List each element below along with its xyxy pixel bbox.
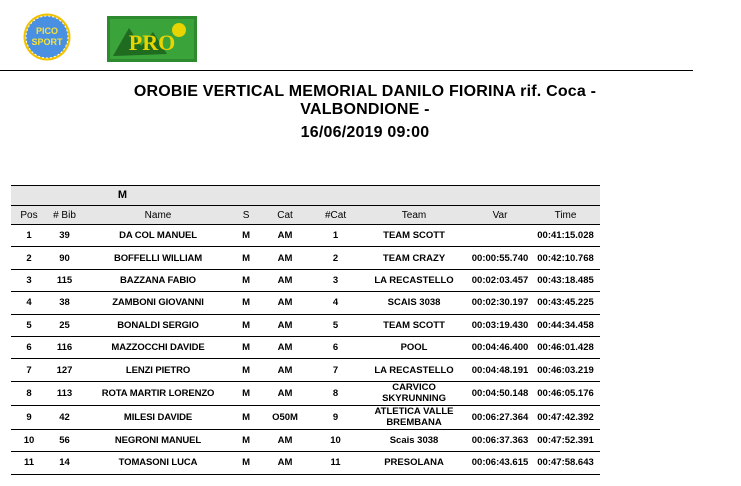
cell-cat: AM [277,387,293,399]
cell-var: 00:06:43.615 [471,457,529,469]
col-header-cat: Cat [258,206,312,225]
cell-pos: 6 [26,342,32,354]
cell-var: 00:06:37.363 [471,434,529,446]
table-row [11,429,600,451]
cell-team: PRESOLANA [384,457,444,469]
cell-sex: M [242,387,250,399]
pico-logo-line1: PICO [35,26,59,36]
cell-var: 00:03:19.430 [471,319,529,331]
cell-sex: M [242,252,250,264]
cell-time: 00:47:42.392 [537,411,594,423]
cell-pos: 10 [23,434,35,446]
table-row [11,336,600,358]
cell-time: 00:46:01.428 [537,342,594,354]
cell-catpos: 5 [332,319,339,331]
cell-name: ZAMBONI GIOVANNI [112,297,204,309]
cell-time: 00:47:58.643 [537,457,594,469]
cell-var: 00:02:03.457 [471,274,529,286]
cell-team: Scais 3038 [389,434,439,446]
group-label: M [11,186,234,206]
cell-time: 00:46:05.176 [537,387,594,399]
cell-cat: AM [277,252,293,264]
cell-cat: AM [277,274,293,286]
cell-sex: M [242,434,250,446]
cell-time: 00:42:10.768 [537,252,594,264]
cell-cat: AM [277,319,293,331]
pro-logo [107,16,197,62]
cell-name: NEGRONI MANUEL [114,434,202,446]
cell-var: 00:02:30.197 [471,297,529,309]
col-header-team: Team [359,206,469,225]
table-row [11,292,600,314]
cell-catpos: 8 [332,387,339,399]
cell-team: TEAM SCOTT [383,319,445,331]
cell-pos: 7 [26,364,32,376]
cell-name: TOMASONI LUCA [118,457,198,469]
table-row [11,314,600,336]
cell-var: 00:00:55.740 [471,252,529,264]
cell-cat: AM [277,434,293,446]
cell-catpos: 11 [330,457,341,469]
cell-var: 00:04:50.148 [471,387,529,399]
table-row [11,247,600,269]
col-header-pos: Pos [11,206,47,225]
cell-bib: 113 [56,387,73,399]
cell-bib: 14 [59,457,70,469]
col-header-name: Name [82,206,234,225]
cell-pos: 1 [26,230,32,242]
race-title-line2: VALBONDIONE - [300,101,430,118]
cell-name: MILESI DAVIDE [123,411,193,423]
cell-var: 00:06:27.364 [471,411,529,423]
cell-var: 00:04:48.191 [471,364,529,376]
cell-cat: AM [277,342,293,354]
cell-sex: M [242,274,250,286]
table-row [11,225,600,247]
table-row [11,381,600,405]
cell-catpos: 9 [332,411,339,423]
cell-name: MAZZOCCHI DAVIDE [111,342,205,354]
cell-cat: O50M [272,411,298,423]
cell-sex: M [242,319,250,331]
cell-time: 00:41:15.028 [537,230,594,242]
cell-pos: 5 [26,319,32,331]
cell-sex: M [242,342,250,354]
cell-bib: 90 [59,252,70,264]
cell-team: TEAM CRAZY [382,252,446,264]
cell-team: ATLETICA VALLE BREMBANA [374,406,454,429]
cell-catpos: 7 [332,364,339,376]
cell-bib: 56 [59,434,70,446]
col-header-bib: # Bib [47,206,82,225]
cell-var: 00:04:46.400 [471,342,529,354]
col-header-time: Time [531,206,600,225]
table-row [11,359,600,381]
pico-logo-line2: SPORT [31,37,63,47]
group-header-row [11,186,600,206]
cell-bib: 116 [56,342,73,354]
cell-team: LA RECASTELLO [374,364,454,376]
cell-name: LENZI PIETRO [125,364,191,376]
cell-cat: AM [277,457,293,469]
results-body [11,225,600,475]
cell-catpos: 10 [330,434,341,446]
column-header-row [11,206,600,225]
cell-pos: 9 [26,411,32,423]
col-header-sex: S [234,206,258,225]
cell-bib: 42 [59,411,70,423]
cell-pos: 3 [26,274,32,286]
col-header-catpos: #Cat [312,206,359,225]
results-table [11,185,600,475]
cell-catpos: 6 [332,342,339,354]
cell-bib: 127 [56,364,73,376]
cell-time: 00:47:52.391 [537,434,594,446]
table-row [11,269,600,291]
cell-bib: 39 [59,230,70,242]
pico-sport-logo [22,12,72,62]
cell-pos: 2 [26,252,32,264]
top-divider [0,70,693,71]
race-date-time: 16/06/2019 09:00 [300,124,430,141]
cell-catpos: 1 [332,230,339,242]
table-row [11,405,600,429]
cell-time: 00:46:03.219 [537,364,594,376]
cell-time: 00:43:45.225 [537,297,594,309]
race-title-line1: OROBIE VERTICAL MEMORIAL DANILO FIORINA rif. Coca - [133,83,597,100]
cell-cat: AM [277,297,293,309]
cell-pos: 11 [23,457,35,469]
cell-team: SCAIS 3038 [387,297,441,309]
cell-sex: M [242,411,250,423]
cell-time: 00:44:34.458 [537,319,594,331]
cell-name: DA COL MANUEL [119,230,197,242]
cell-sex: M [242,297,250,309]
cell-bib: 38 [59,297,70,309]
cell-team: TEAM SCOTT [383,230,445,242]
cell-sex: M [242,457,250,469]
cell-team: LA RECASTELLO [374,274,454,286]
cell-pos: 4 [26,297,32,309]
cell-catpos: 2 [332,252,339,264]
cell-bib: 115 [56,274,73,286]
cell-pos: 8 [26,387,32,399]
col-header-var: Var [469,206,531,225]
cell-name: ROTA MARTIR LORENZO [101,387,215,399]
table-row [11,452,600,474]
cell-name: BOFFELLI WILLIAM [113,252,203,264]
cell-time: 00:43:18.485 [537,274,594,286]
cell-cat: AM [277,230,293,242]
cell-bib: 25 [59,319,70,331]
cell-name: BONALDI SERGIO [117,319,199,331]
cell-var [469,225,531,247]
cell-name: BAZZANA FABIO [120,274,196,286]
pro-logo-text: PRO [128,30,176,55]
cell-catpos: 3 [332,274,339,286]
cell-catpos: 4 [332,297,339,309]
cell-team: POOL [400,342,428,354]
cell-sex: M [242,364,250,376]
cell-team: CARVICO SKYRUNNING [382,382,446,405]
cell-sex: M [242,230,250,242]
cell-cat: AM [277,364,293,376]
